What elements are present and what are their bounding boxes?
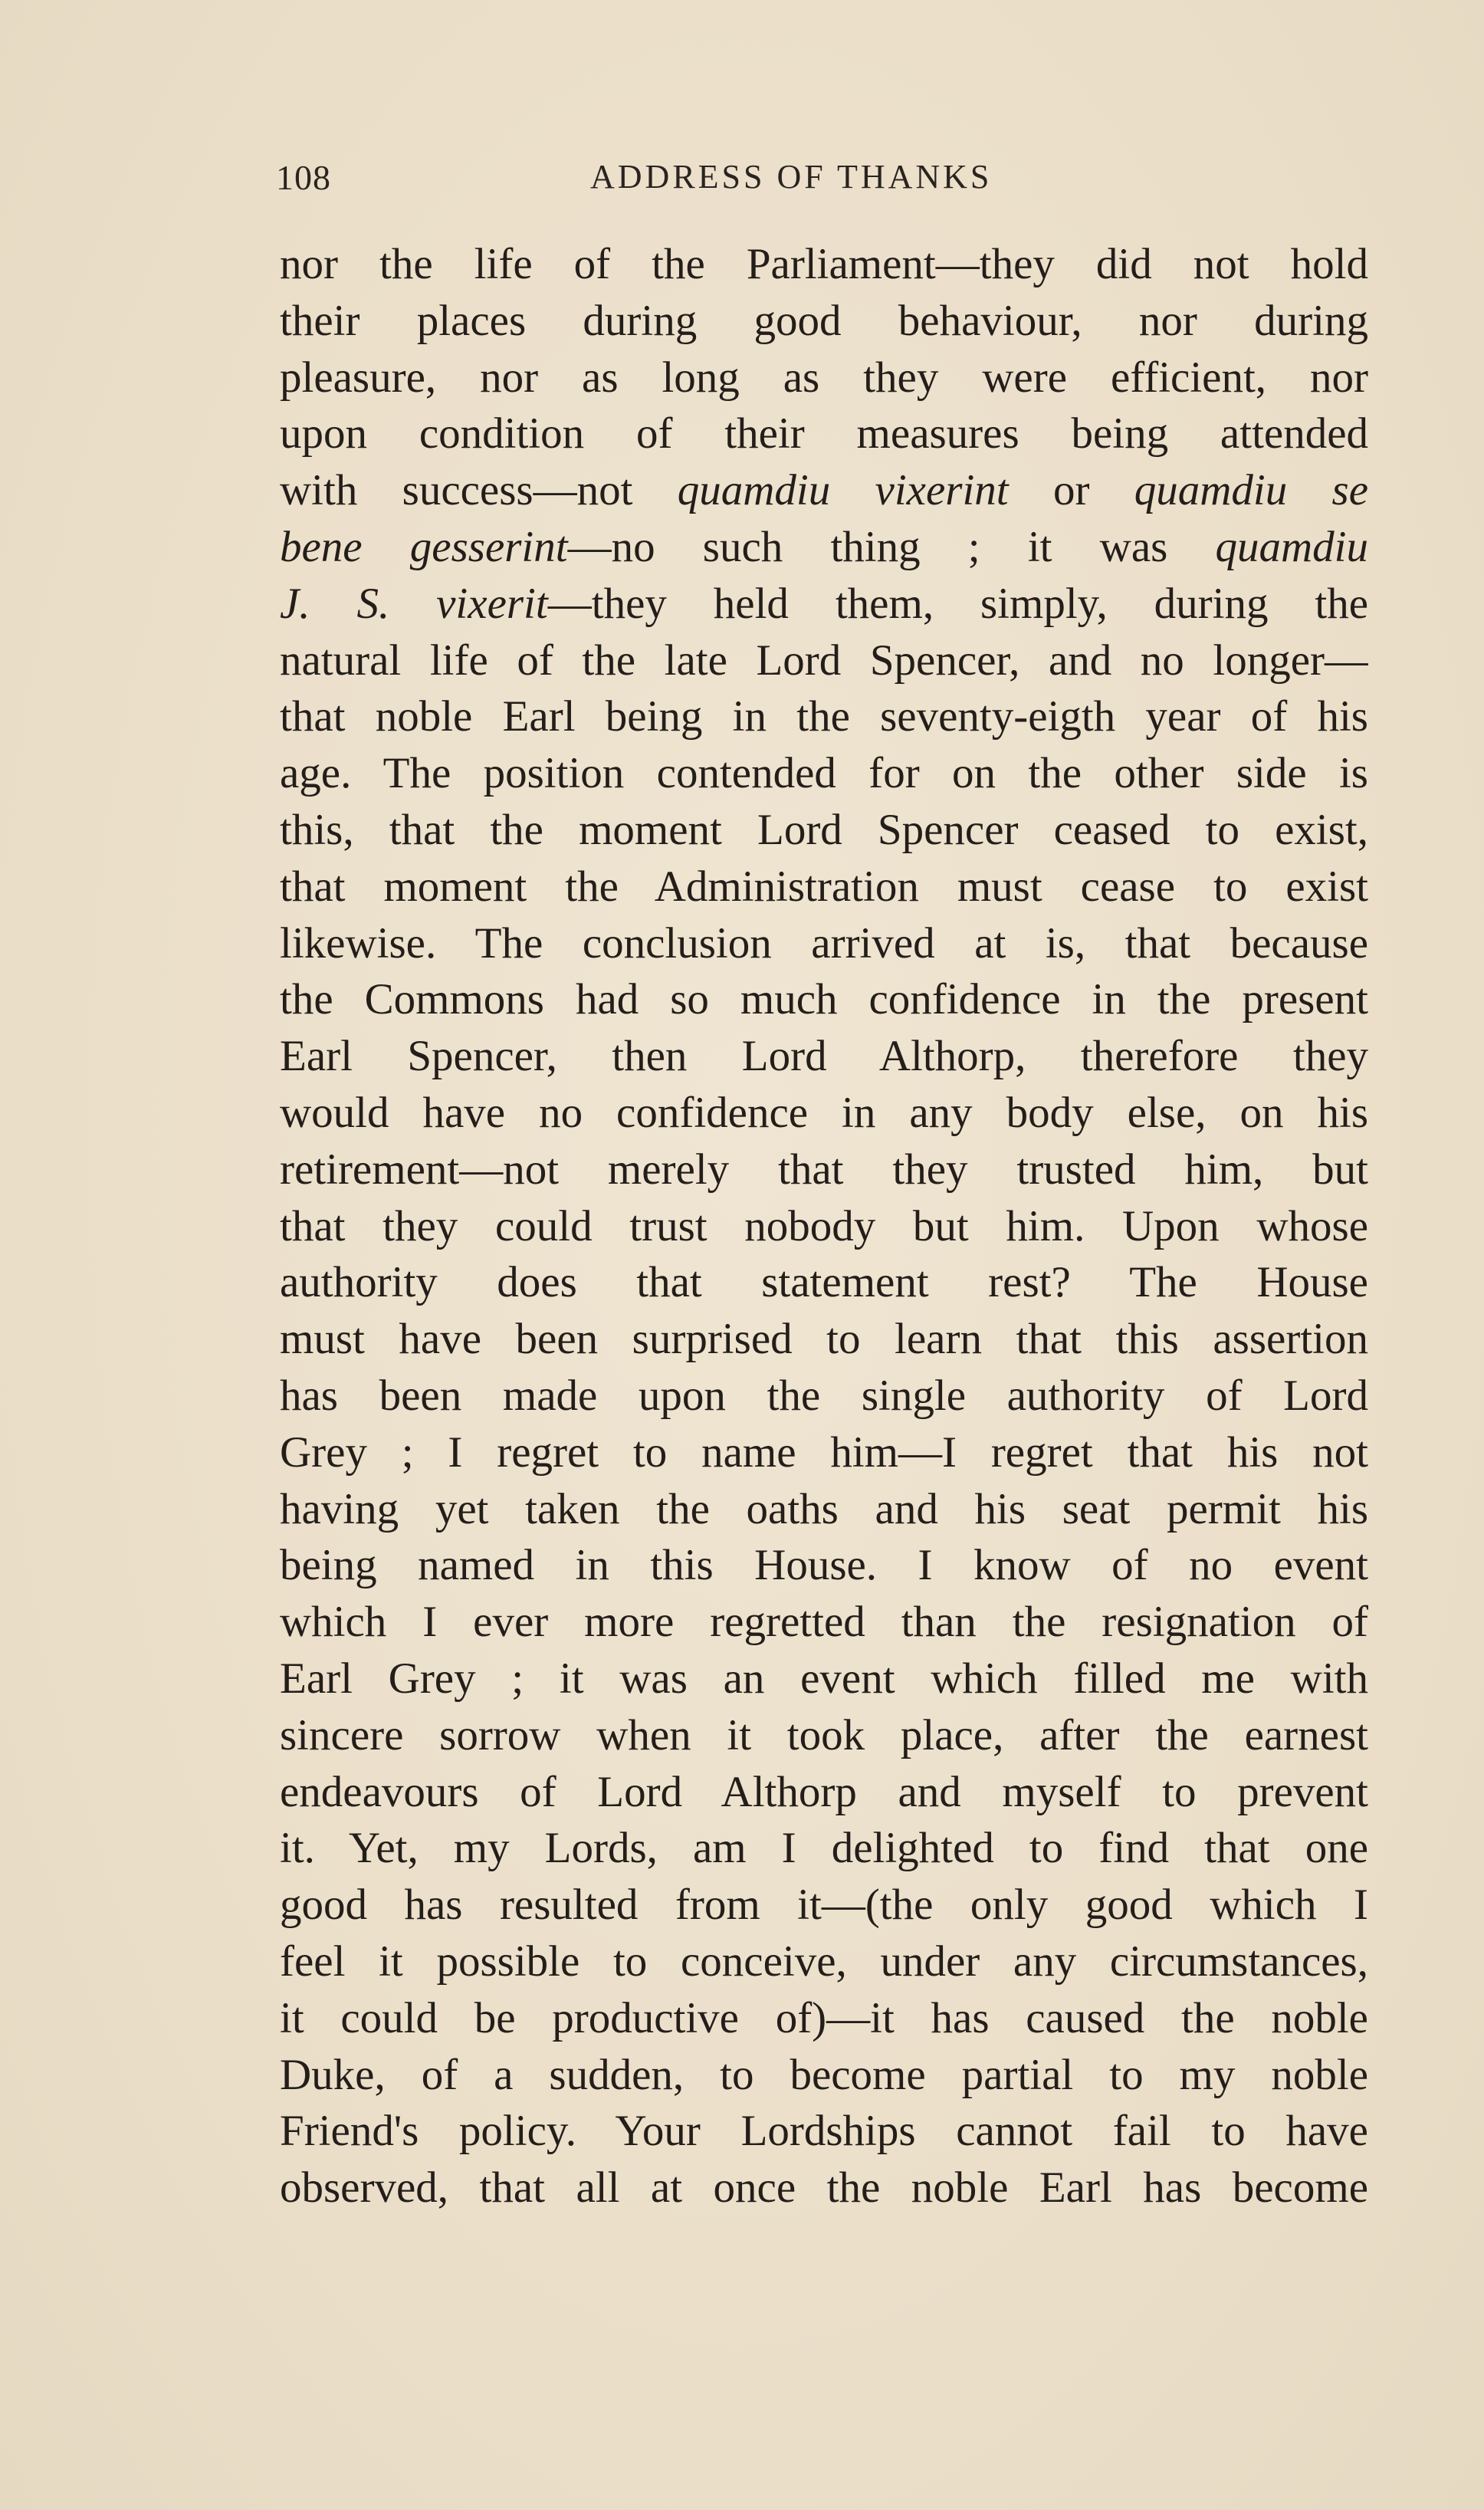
text-line: Friend's policy. Your Lordships cannot fail to have [280,2107,1368,2156]
text-line: Grey ; I regret to name him—I regret that his not [280,1427,1368,1477]
text-line: it. Yet, my Lords, am I delighted to find that one [280,1824,1368,1873]
text-line: endeavours of Lord Althorp and myself to prevent [280,1767,1368,1816]
text-line: would have no confidence in any body else, on his [280,1088,1368,1137]
text-line: being named in this House. I know of no event [280,1541,1368,1590]
text-line: must have been surprised to learn that this assertion [280,1315,1368,1364]
text-line: bene gesserint—no such thing ; it was quamdiu [280,522,1368,571]
text-line: retirement—not merely that they trusted him, but [280,1145,1368,1194]
text-line: natural life of the late Lord Spencer, and no longer— [280,636,1368,685]
text-line: that moment the Administration must cease to exist [280,862,1368,911]
text-line: which I ever more regretted than the resignation of [280,1598,1368,1647]
running-head: ADDRESS OF THANKS [590,158,993,195]
text-line: Duke, of a sudden, to become partial to my noble [280,2050,1368,2099]
text-line: upon condition of their measures being attended [280,409,1368,458]
text-line: authority does that statement rest? The House [280,1258,1368,1307]
text-line: that noble Earl being in the seventy-eigth year of his [280,692,1368,741]
text-line: has been made upon the single authority of Lord [280,1371,1368,1420]
text-line: Earl Spencer, then Lord Althorp, therefore they [280,1032,1368,1081]
text-line: their places during good behaviour, nor during [280,296,1368,345]
text-line: Earl Grey ; it was an event which filled me with [280,1654,1368,1703]
text-line: the Commons had so much confidence in the present [280,975,1368,1024]
page-number: 108 [276,158,331,197]
text-line: J. S. vixerit—they held them, simply, during the [280,579,1368,628]
text-line: that they could trust nobody but him. Upon whose [280,1201,1368,1250]
text-line: having yet taken the oaths and his seat permit his [280,1484,1368,1533]
text-line: this, that the moment Lord Spencer ceased to exist, [280,805,1368,854]
text-line: pleasure, nor as long as they were efficient, nor [280,353,1368,402]
text-line: likewise. The conclusion arrived at is, that because [280,918,1368,968]
text-line: good has resulted from it—(the only good which I [280,1881,1368,1930]
text-line: feel it possible to conceive, under any circumstances, [280,1937,1368,1986]
text-line: it could be productive of)—it has caused the noble [280,1993,1368,2042]
page-header [276,157,1372,211]
body-text [280,236,1368,2216]
text-line: sincere sorrow when it took place, after the earnest [280,1710,1368,1759]
text-line: observed, that all at once the noble Earl has become [280,2163,1368,2213]
text-line: with success—not quamdiu vixerint or quamdiu se [280,466,1368,515]
text-line: nor the life of the Parliament—they did not hold [280,240,1368,288]
text-line: age. The position contended for on the other side is [280,749,1368,798]
